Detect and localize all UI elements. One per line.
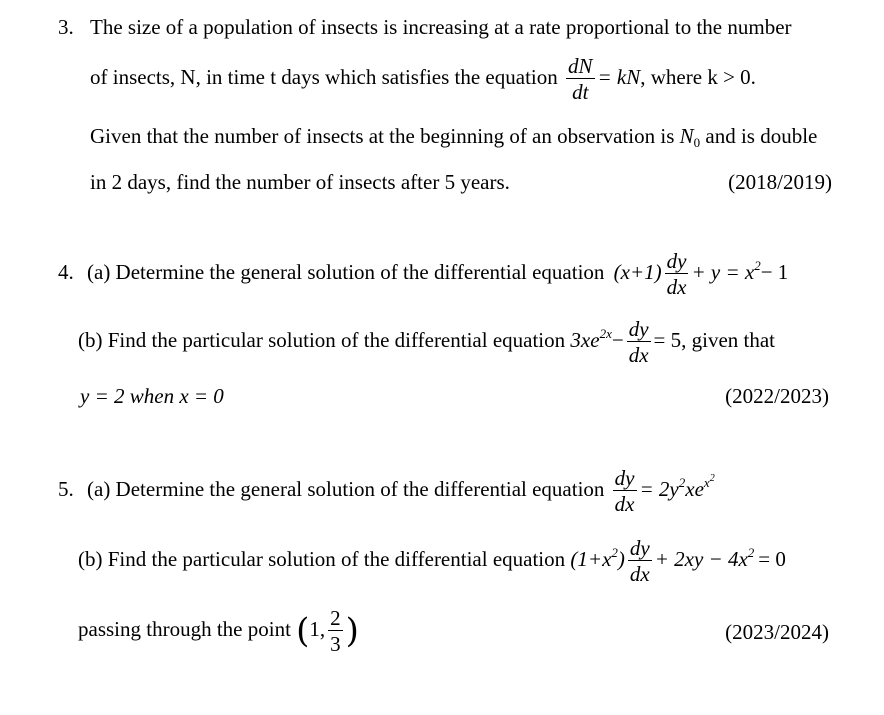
dy-dx-fraction: $\frac{dy}{dx}$ (666, 249, 687, 300)
dy-dx-fraction: $\frac{dy}{dx}$ (614, 466, 635, 517)
point-y-fraction: $\frac{2}{3}$ (330, 606, 341, 657)
question-5-part-b: (b) Find the particular solution of the differential equation $(1+x^2)$ $\frac{dy}{dx}$ + $2xy - 4x^2 = 0$ (78, 536, 786, 587)
question-3-year: (2018/2019) (728, 170, 832, 194)
question-5-year: (2023/2024) (725, 620, 829, 644)
question-4-part-a: 4. (a) Determine the general solution of the differential equation (x+1) $\frac{dy}{dx}$ + $y = x^2- 1$ (58, 249, 789, 300)
question-3-line-1: The size of a population of insects is increasing at a rate proportional to the number (90, 15, 792, 39)
question-4-year: (2022/2023) (725, 384, 829, 408)
question-5-number: 5. (58, 476, 74, 501)
equation-rhs: = kN (597, 64, 641, 89)
dy-dx-fraction: $\frac{dy}{dx}$ (629, 536, 650, 587)
question-3-line-4: in 2 days, find the number of insects after 5 years. (90, 170, 510, 194)
question-4-number: 4. (58, 259, 74, 284)
question-3-line-3: Given that the number of insects at the beginning of an observation is $N_0$ and is double (90, 124, 818, 150)
question-3-line-2 (90, 55, 756, 103)
question-4-condition: y = 2 when x = 0 (80, 384, 224, 408)
question-4-part-b: (b) Find the particular solution of the differential equation $3xe^{2x}-$ $\frac{dy}{dx}$ = 5, given that (78, 317, 776, 368)
question-5-part-a: 5. (a) Determine the general solution of the differential equation $\frac{dy}{dx}$ = $2y^2xe^{x^2}$ (58, 466, 715, 517)
initial-population: $N_0$ (679, 124, 701, 150)
equation-condition: , where k > 0. (640, 64, 756, 89)
dn-dt-fraction: $\frac{dN}{dt}$ (568, 54, 593, 105)
dy-dx-fraction: $\frac{dy}{dx}$ (628, 317, 649, 368)
question-3-number: 3. (58, 15, 74, 39)
question-5-part-b-point: passing through the point (1, $\frac{2}{3}$ ) (78, 606, 359, 657)
question-3-line-2-text: of insects, N, in time t days which satisfies the equation (90, 64, 558, 89)
